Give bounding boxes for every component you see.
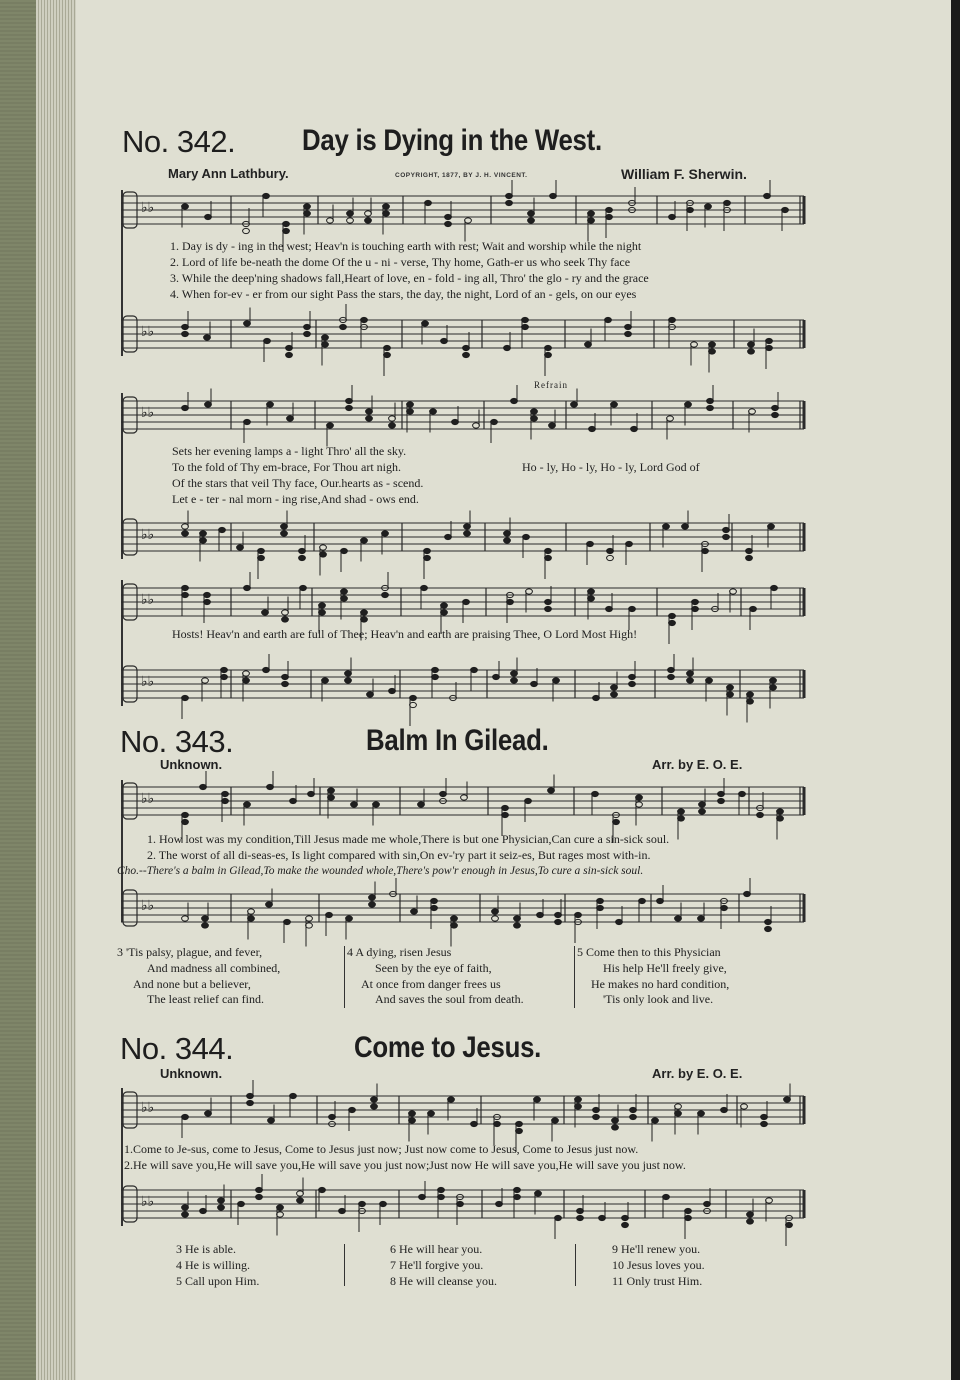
hymn-title: Day is Dying in the West. xyxy=(302,124,602,157)
lyric-line: 1.Come to Je-sus, come to Jesus, Come to Jesus just now; Just now come to Jesus, Come to Jesus just now. xyxy=(124,1142,639,1156)
column-divider xyxy=(344,946,345,1008)
composer: Arr. by E. O. E. xyxy=(652,757,743,772)
verse-line: Seen by the eye of faith, xyxy=(375,960,492,975)
composer: Arr. by E. O. E. xyxy=(652,1066,743,1081)
verse-line: 4 A dying, risen Jesus xyxy=(347,945,452,959)
verse-line: The least relief can find. xyxy=(147,992,264,1007)
verse-line: 9 He'll renew you. xyxy=(612,1242,701,1256)
hymn-title: Come to Jesus. xyxy=(354,1031,542,1064)
svg-text:♭♭: ♭♭ xyxy=(141,674,155,690)
svg-text:♭♭: ♭♭ xyxy=(141,791,155,807)
music-staff xyxy=(121,1184,804,1224)
hymn-number: No. 342. xyxy=(122,124,236,159)
music-staff xyxy=(121,781,804,821)
verse-line: 5 Call upon Him. xyxy=(176,1273,260,1288)
verse-line: His help He'll freely give, xyxy=(603,960,727,975)
author: Mary Ann Lathbury. xyxy=(168,166,289,181)
verse-line: And madness all combined, xyxy=(147,960,281,975)
verse-line: 8 He will cleanse you. xyxy=(390,1273,497,1288)
lyric-line: To the fold of Thy em-brace, For Thou art nigh. xyxy=(172,460,401,474)
verse-line: 7 He'll forgive you. xyxy=(390,1257,484,1272)
lyric-line: 2.He will save you,He will save you,He will save you just now;Just now He will save you,He will save you just now. xyxy=(124,1158,686,1172)
lyric-line: 1. How lost was my condition,Till Jesus made me whole,There is but one Physician,Can cure a sin-sick soul. xyxy=(147,832,670,846)
svg-text:♭♭: ♭♭ xyxy=(141,592,155,608)
svg-text:♭♭: ♭♭ xyxy=(141,405,155,421)
music-staff xyxy=(121,582,804,622)
page-edges xyxy=(36,0,76,1380)
lyric-line: Of the stars that veil Thy face, Our.hearts as - scend. xyxy=(172,476,424,490)
verse-line: 5 Come then to this Physician xyxy=(577,945,721,959)
verse-line: 'Tis only look and live. xyxy=(603,992,714,1007)
verse-block xyxy=(117,945,280,1008)
lyric-line: Hosts! Heav'n and earth are full of Thee; Heav'n and earth are praising Thee, O Lord Most High! xyxy=(172,627,638,641)
lyric-line: Sets her evening lamps a - light Thro' all the sky. xyxy=(172,444,407,458)
verse-line: And none but a believer, xyxy=(133,976,251,991)
hymn-number: No. 344. xyxy=(120,1031,234,1066)
copyright: COPYRIGHT, 1877, BY J. H. VINCENT. xyxy=(395,172,528,179)
hymn-number: No. 343. xyxy=(120,724,234,759)
music-staff xyxy=(121,395,804,435)
verse-block xyxy=(577,945,729,1008)
lyric-line: 2. The worst of all di-seas-es, Is light compared with sin,On ev-'ry part it seiz-es, But rages most with-in. xyxy=(147,848,651,862)
column-divider xyxy=(574,946,575,1008)
lyric-line: Ho - ly, Ho - ly, Ho - ly, Lord God of xyxy=(522,460,700,474)
book-cover xyxy=(0,0,36,1380)
lyric-line: 4. When for-ev - er from our sight Pass the stars, the day, the night, Lord of an - gels, on our eyes xyxy=(170,287,637,301)
lyric-line: 3. While the deep'ning shadows fall,Heart of love, en - fold - ing all, Thro' the glo - ry and the grace xyxy=(170,271,649,285)
verse-line: At once from danger frees us xyxy=(361,976,501,991)
chorus-line: Cho.--There's a balm in Gilead,To make the wounded whole,There's pow'r enough in Jesus,To cure a sin-sick soul. xyxy=(117,865,644,877)
music-staff xyxy=(121,888,804,928)
music-staff xyxy=(121,1090,804,1130)
svg-text:♭♭: ♭♭ xyxy=(141,527,155,543)
verse-line: 3 'Tis palsy, plague, and fever, xyxy=(117,945,263,959)
svg-text:♭♭: ♭♭ xyxy=(141,1100,155,1116)
svg-text:♭♭: ♭♭ xyxy=(141,898,155,914)
music-staff xyxy=(121,314,804,354)
verse-line: 11 Only trust Him. xyxy=(612,1273,703,1288)
verse-block xyxy=(612,1242,705,1289)
verse-line: 6 He will hear you. xyxy=(390,1242,483,1256)
verse-line: 4 He is willing. xyxy=(176,1257,250,1272)
svg-text:♭♭: ♭♭ xyxy=(141,324,155,340)
verse-block xyxy=(347,945,524,1008)
lyric-line: 2. Lord of life be-neath the dome Of the u - ni - verse, Thy home, Gath-er us who seek Thy face xyxy=(170,255,631,269)
hymn-title: Balm In Gilead. xyxy=(366,724,549,757)
column-divider xyxy=(344,1244,345,1286)
refrain-label: Refrain xyxy=(534,380,568,390)
composer: William F. Sherwin. xyxy=(621,166,747,182)
music-staff xyxy=(121,517,804,557)
verse-line: He makes no hard condition, xyxy=(591,976,730,991)
verse-block xyxy=(176,1242,259,1289)
column-divider xyxy=(575,1244,576,1286)
verse-line: 10 Jesus loves you. xyxy=(612,1257,705,1272)
author: Unknown. xyxy=(160,757,223,772)
lyric-line: Let e - ter - nal morn - ing rise,And shad - ows end. xyxy=(172,492,419,506)
verse-line: And saves the soul from death. xyxy=(375,992,524,1007)
svg-text:♭♭: ♭♭ xyxy=(141,1194,155,1210)
lyric-line: 1. Day is dy - ing in the west; Heav'n is touching earth with rest; Wait and worship while the night xyxy=(170,239,642,253)
svg-text:♭♭: ♭♭ xyxy=(141,200,155,216)
music-staff xyxy=(121,190,804,230)
right-shadow xyxy=(951,0,960,1380)
verse-line: 3 He is able. xyxy=(176,1242,236,1256)
verse-block xyxy=(390,1242,497,1289)
author: Unknown. xyxy=(160,1066,223,1081)
music-staff xyxy=(121,664,804,704)
